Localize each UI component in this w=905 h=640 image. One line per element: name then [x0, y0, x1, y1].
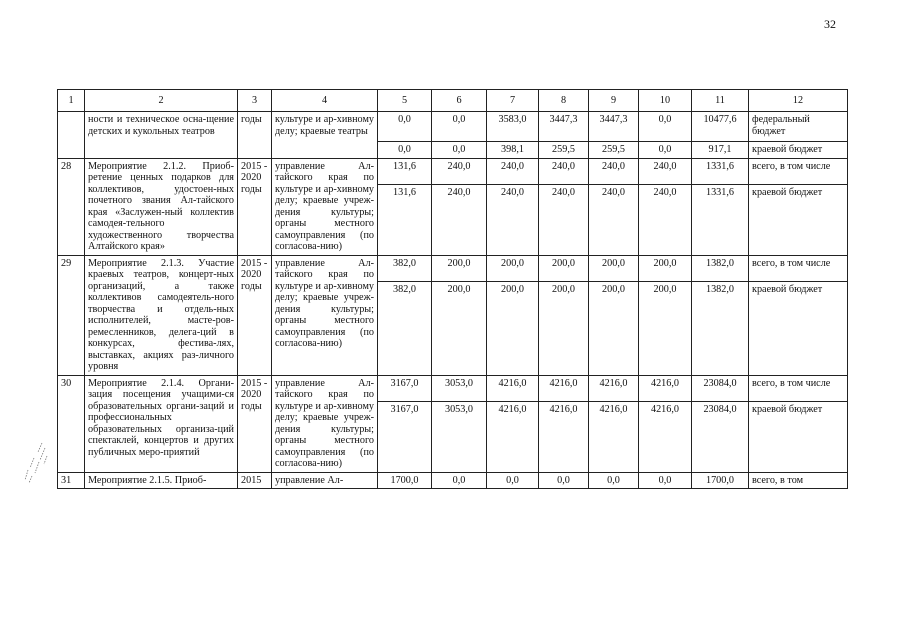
funding-source: краевой бюджет: [749, 184, 848, 255]
funding-value: 0,0: [589, 472, 639, 489]
funding-value: 200,0: [589, 255, 639, 281]
scan-artifact: [20, 440, 60, 485]
row-index: 29: [58, 255, 85, 375]
page-number: 32: [824, 17, 836, 31]
column-header: 1: [58, 90, 85, 112]
funding-value: 1700,0: [378, 472, 432, 489]
event-description: Мероприятие 2.1.2. Приоб-ретение ценных подарков для коллективов, удостоен-ных почетного звания Ал-тайского края «Заслужен-ный коллектив самодея-тельного художественного творчества Алтайского края»: [85, 158, 238, 255]
funding-value: 0,0: [432, 142, 487, 159]
funding-value: 259,5: [589, 142, 639, 159]
funding-value: 398,1: [487, 142, 539, 159]
event-executor: управление Ал-тайского края по культуре и ар-хивному делу; краевые учреж-дения культуры; органы местного самоуправления (по согласова-нию): [272, 158, 378, 255]
funding-value: 131,6: [378, 184, 432, 255]
event-years: 2015 - 2020 годы: [238, 158, 272, 255]
column-header: 10: [639, 90, 692, 112]
funding-value: 240,0: [432, 158, 487, 184]
funding-value: 200,0: [539, 281, 589, 375]
event-description: Мероприятие 2.1.3. Участие краевых театров, концерт-ных организаций, а также коллективов самодеятель-ного творчества и отдель-ных исполнителей, масте-ров-ремесленников, делега-ций в конкурсах, фестива-лях, выставках, акциях раз-личного уровня: [85, 255, 238, 375]
event-executor: управление Ал-тайского края по культуре и ар-хивному делу; краевые учреж-дения культуры; органы местного самоуправления (по согласова-нию): [272, 375, 378, 472]
funding-value: 1331,6: [692, 158, 749, 184]
row-index: 30: [58, 375, 85, 472]
funding-value: 382,0: [378, 281, 432, 375]
funding-source: федеральный бюджет: [749, 112, 848, 142]
funding-value: 1700,0: [692, 472, 749, 489]
funding-value: 0,0: [639, 472, 692, 489]
funding-value: 200,0: [432, 255, 487, 281]
funding-value: 4216,0: [589, 401, 639, 472]
funding-value: 10477,6: [692, 112, 749, 142]
funding-value: 259,5: [539, 142, 589, 159]
column-header: 11: [692, 90, 749, 112]
funding-value: 131,6: [378, 158, 432, 184]
column-header: 5: [378, 90, 432, 112]
funding-value: 200,0: [639, 255, 692, 281]
funding-value: 240,0: [589, 184, 639, 255]
funding-value: 200,0: [589, 281, 639, 375]
funding-source: всего, в том: [749, 472, 848, 489]
column-header: 12: [749, 90, 848, 112]
funding-value: 0,0: [639, 112, 692, 142]
funding-value: 0,0: [432, 472, 487, 489]
funding-source: краевой бюджет: [749, 401, 848, 472]
funding-value: 917,1: [692, 142, 749, 159]
column-header: 8: [539, 90, 589, 112]
table-row: [58, 375, 848, 401]
event-years: 2015 - 2020 годы: [238, 375, 272, 472]
funding-value: 4216,0: [487, 375, 539, 401]
funding-value: 1331,6: [692, 184, 749, 255]
funding-value: 1382,0: [692, 255, 749, 281]
funding-source: всего, в том числе: [749, 375, 848, 401]
row-index: 31: [58, 472, 85, 489]
funding-value: 240,0: [487, 184, 539, 255]
table-row: [58, 472, 848, 489]
funding-value: 200,0: [539, 255, 589, 281]
funding-value: 0,0: [487, 472, 539, 489]
funding-value: 4216,0: [539, 401, 589, 472]
budget-table: [57, 89, 848, 489]
event-years: годы: [238, 112, 272, 159]
table-row: [58, 255, 848, 281]
row-index: 28: [58, 158, 85, 255]
row-index: [58, 112, 85, 159]
funding-value: 0,0: [378, 142, 432, 159]
funding-value: 3167,0: [378, 401, 432, 472]
funding-value: 240,0: [639, 184, 692, 255]
event-executor: управление Ал-тайского края по культуре и ар-хивному делу; краевые учреж-дения культуры; органы местного самоуправления (по согласова-нию): [272, 255, 378, 375]
funding-value: 23084,0: [692, 401, 749, 472]
column-header: 9: [589, 90, 639, 112]
funding-value: 240,0: [432, 184, 487, 255]
table-row: [58, 158, 848, 184]
funding-value: 200,0: [487, 255, 539, 281]
funding-value: 0,0: [378, 112, 432, 142]
funding-value: 3167,0: [378, 375, 432, 401]
column-header: 7: [487, 90, 539, 112]
funding-source: краевой бюджет: [749, 142, 848, 159]
event-years: 2015 - 2020 годы: [238, 255, 272, 375]
table-header-row: [58, 90, 848, 112]
funding-value: 240,0: [487, 158, 539, 184]
funding-value: 200,0: [487, 281, 539, 375]
funding-value: 4216,0: [487, 401, 539, 472]
funding-value: 3053,0: [432, 375, 487, 401]
event-description: Мероприятие 2.1.5. Приоб-: [85, 472, 238, 489]
funding-value: 0,0: [432, 112, 487, 142]
funding-value: 23084,0: [692, 375, 749, 401]
column-header: 2: [85, 90, 238, 112]
event-description: ности и техническое осна-щение детских и кукольных театров: [85, 112, 238, 159]
event-executor: управление Ал-: [272, 472, 378, 489]
funding-value: 1382,0: [692, 281, 749, 375]
funding-source: всего, в том числе: [749, 255, 848, 281]
column-header: 4: [272, 90, 378, 112]
funding-value: 240,0: [539, 158, 589, 184]
funding-value: 4216,0: [639, 375, 692, 401]
event-description: Мероприятие 2.1.4. Органи-зация посещения учащими-ся образовательных органи-заций и профессиональных образовательных организа-ций спектаклей, концертов и других публичных меро-приятий: [85, 375, 238, 472]
funding-source: краевой бюджет: [749, 281, 848, 375]
funding-value: 4216,0: [539, 375, 589, 401]
funding-source: всего, в том числе: [749, 158, 848, 184]
event-executor: культуре и ар-хивному делу; краевые театры: [272, 112, 378, 159]
funding-value: 3447,3: [539, 112, 589, 142]
funding-value: 3447,3: [589, 112, 639, 142]
funding-value: 200,0: [432, 281, 487, 375]
funding-value: 3583,0: [487, 112, 539, 142]
funding-value: 3053,0: [432, 401, 487, 472]
table-row: [58, 112, 848, 142]
funding-value: 240,0: [539, 184, 589, 255]
funding-value: 240,0: [639, 158, 692, 184]
funding-value: 382,0: [378, 255, 432, 281]
funding-value: 240,0: [589, 158, 639, 184]
funding-value: 0,0: [639, 142, 692, 159]
funding-value: 4216,0: [639, 401, 692, 472]
column-header: 6: [432, 90, 487, 112]
column-header: 3: [238, 90, 272, 112]
event-years: 2015: [238, 472, 272, 489]
funding-value: 4216,0: [589, 375, 639, 401]
funding-value: 0,0: [539, 472, 589, 489]
funding-value: 200,0: [639, 281, 692, 375]
